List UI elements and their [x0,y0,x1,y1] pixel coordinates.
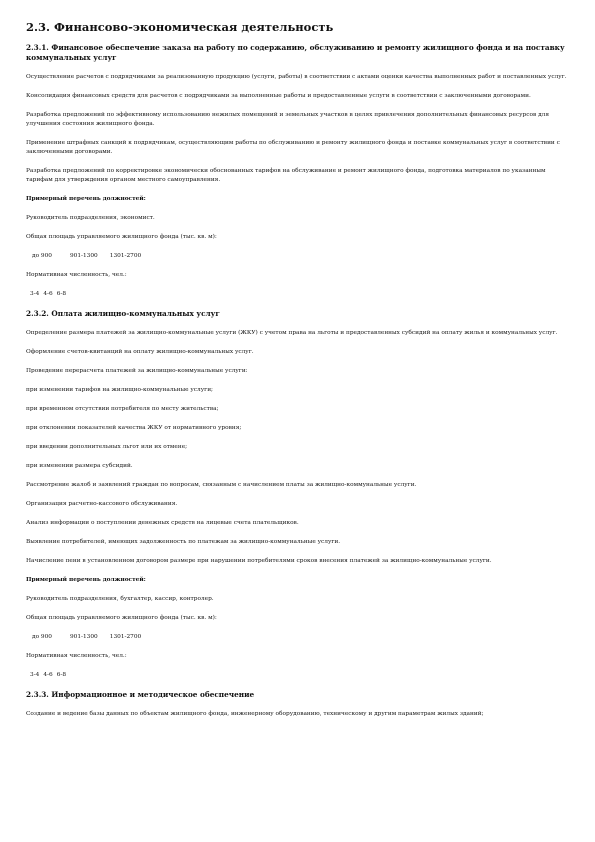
subsection-heading-2-3-2: 2.3.2. Оплата жилищно-коммунальных услуг [26,309,220,318]
paragraph: Разработка предложений по эффективному использованию нежилых помещений и земельных участков в целях привлечения дополнительных финансовых ресурсов для улучшения состояния жилищного фонда. [26,112,550,127]
paragraph: Выявление потребителей, имеющих задолженность по платежам за жилищно-коммунальные услуги. [26,539,341,545]
area-values-row [26,252,574,261]
paragraph: при временном отсутствии потребителя по месту жительства; [26,406,219,412]
area-value: 901-1300 [69,634,98,640]
norm-value: 4-6 [43,672,53,678]
paragraph: Организация расчетно-кассового обслуживания. [26,501,178,507]
paragraph: Проведение перерасчета платежей за жилищно-коммунальные услуги: [26,368,248,374]
staff-list-heading: Примерный перечень должностей: [26,196,146,202]
paragraph: Разработка предложений по корректировке экономически обоснованных тарифов на обслуживание и ремонт жилищного фонда, подготовка материалов по указанным тарифам для утверждения органом местного самоуправления. [26,168,546,183]
staff-list: Руководитель подразделения, экономист. [26,215,155,221]
document-page [26,20,574,729]
paragraph: Осуществление расчетов с подрядчиками за реализованную продукцию (услуги, работы) в соответствии с актами оценки качества выполненных работ и поставленных услуг. [26,74,567,80]
area-values-row [26,633,574,642]
paragraph: Начисление пени в установленном договором размере при нарушении потребителями сроков внесения платежей за жилищно-коммунальные услуги. [26,558,492,564]
paragraph: Анализ информации о поступлении денежных средств на лицевые счета плательщиков. [26,520,299,526]
area-value: до 900 [32,634,52,640]
norm-label: Нормативная численность, чел.: [26,272,127,278]
norm-value: 6-8 [56,291,67,297]
section-title: 2.3. Финансово-экономическая деятельность [26,20,334,34]
area-value: 1301-2700 [109,634,142,640]
norm-values-row [26,290,574,299]
staff-list: Руководитель подразделения, бухгалтер, кассир, контролер. [26,596,214,602]
paragraph: при введении дополнительных льгот или их отмене; [26,444,188,450]
staff-list-heading: Примерный перечень должностей: [26,577,146,583]
subsection-heading-2-3-1: 2.3.1. Финансовое обеспечение заказа на работу по содержанию, обслуживанию и ремонту жилищного фонда и на поставку коммунальных услуг [26,43,565,62]
paragraph: при отклонении показателей качества ЖКУ от нормативного уровня; [26,425,242,431]
paragraph: Определение размера платежей за жилищно-коммунальные услуги (ЖКУ) с учетом права на льготы и предоставленных субсидий на оплату жилья и коммунальных услуг. [26,330,558,336]
norm-value: 3-4 [30,672,40,678]
paragraph: Консолидация финансовых средств для расчетов с подрядчиками за выполненные работы и предоставленные услуги в соответствии с заключенными договорами. [26,93,531,99]
area-label: Общая площадь управляемого жилищного фонда (тыс. кв. м): [26,234,217,240]
area-value: 901-1300 [69,253,98,259]
norm-label: Нормативная численность, чел.: [26,653,127,659]
paragraph: Создание и ведение базы данных по объектам жилищного фонда, инженерному оборудованию, техническому и другим параметрам жилых зданий; [26,711,484,717]
paragraph: при изменении тарифов на жилищно-коммунальные услуги; [26,387,214,393]
paragraph: при изменении размера субсидий. [26,463,133,469]
area-label: Общая площадь управляемого жилищного фонда (тыс. кв. м): [26,615,217,621]
paragraph: Оформление счетов-квитанций на оплату жилищно-коммунальных услуг. [26,349,254,355]
norm-value: 4-6 [43,291,53,297]
paragraph: Применение штрафных санкций к подрядчикам, осуществляющим работы по обслуживанию и ремонту жилищного фонда и поставке коммунальных услуг в соответствии с заключенными договорами. [26,140,560,155]
area-value: 1301-2700 [109,253,142,259]
norm-value: 6-8 [56,672,67,678]
norm-value: 3-4 [30,291,40,297]
paragraph: Рассмотрение жалоб и заявлений граждан по вопросам, связанным с начислением платы за жилищно-коммунальные услуги. [26,482,417,488]
norm-values-row [26,671,574,680]
subsection-heading-2-3-3: 2.3.3. Информационное и методическое обеспечение [26,690,255,699]
area-value: до 900 [32,253,52,259]
